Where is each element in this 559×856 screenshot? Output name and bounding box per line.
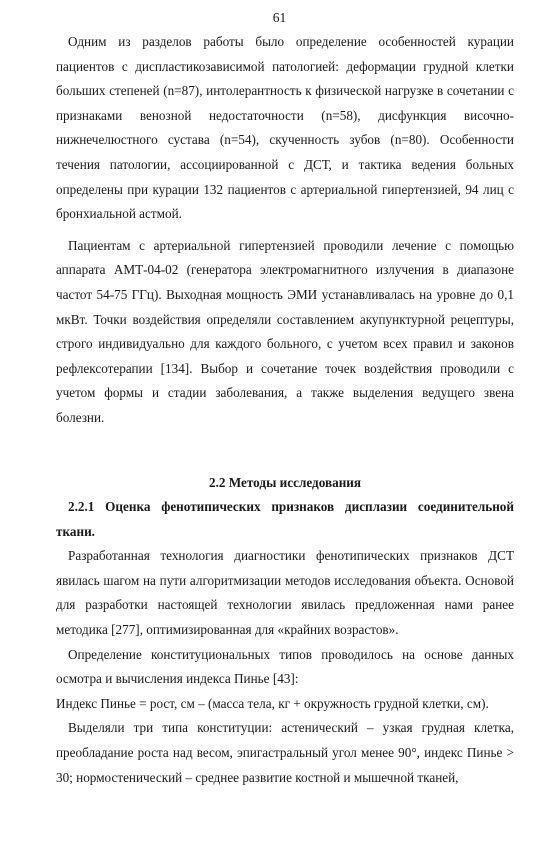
formula-pignet-index: Индекс Пинье = рост, см – (масса тела, кг + окружность грудной клетки, см).: [56, 695, 489, 711]
page-body: [56, 30, 514, 790]
subsection-title: 2.2.1 Оценка фенотипических признаков дисплазии соединительной ткани.: [56, 499, 514, 539]
page-number: 61: [272, 10, 287, 25]
paragraph-diagnostic-technology: Разработанная технология диагностики фенотипических признаков ДСТ явилась шагом на пути алгоритмизации методов исследования объекта. Основой для разработки настоящей технологии явилась предложенная нами ранее методика [277], оптимизированная для «крайних возрастов».: [56, 548, 514, 638]
paragraph-treatment: Пациентам с артериальной гипертензией проводили лечение с помощью аппарата АМТ-04-02 (генератора электромагнитного излучения в диапазоне частот 54-75 ГГц). Выходная мощность ЭМИ устанавливалась на уровне до 0,1 мкВт. Точки воздействия определяли составлением акупунктурной рецептуры, строго индивидуально для каждого больного, с учетом всех правил и законов рефлексотерапии [134]. Выбор и сочетание точек воздействия проводили с учетом формы и стадии заболевания, а также выделения ведущего звена болезни.: [56, 237, 514, 425]
section-title: 2.2 Методы исследования: [208, 474, 362, 490]
paragraph-three-types: Выделяли три типа конституции: астенический – узкая грудная клетка, преобладание роста над весом, эпигастральный угол менее 90°, индекс Пинье > 30; нормостенический – среднее развитие костной и мышечной тканей,: [56, 720, 514, 785]
paragraph-curation: Одним из разделов работы было определение особенностей курации пациентов с диспластикозависимой патологией: деформации грудной клетки больших степеней (n=87), интолерантность к физической нагрузке в сочетании с признаками венозной недостаточности (n=58), дисфункция височно-нижнечелюстного сустава (n=54), скученность зубов (n=80). Особенности течения патологии, ассоциированной с ДСТ, и тактика ведения больных определены при курации 132 пациентов с артериальной гипертензией, 94 лиц с бронхиальной астмой.: [56, 34, 514, 222]
paragraph-constitution-types: Определение конституциональных типов проводилось на основе данных осмотра и вычисления индекса Пинье [43]:: [56, 646, 514, 687]
